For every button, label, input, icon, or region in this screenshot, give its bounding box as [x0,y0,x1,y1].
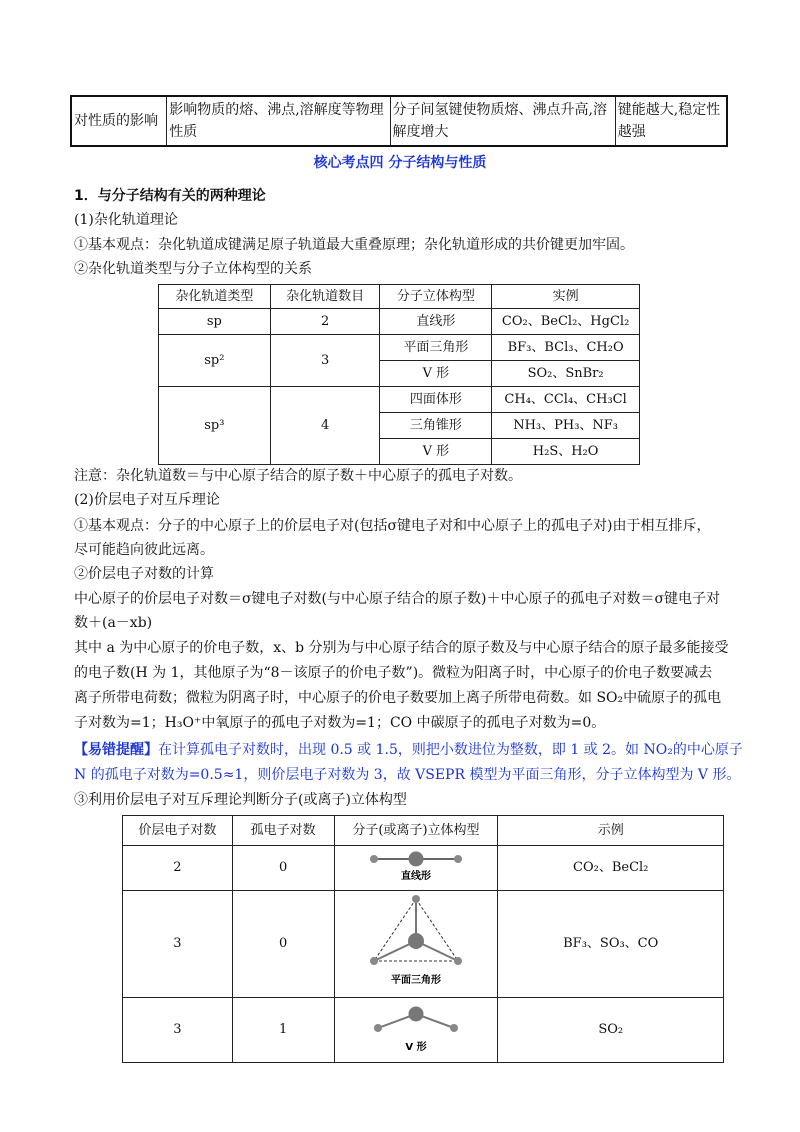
paragraph-6a: 其中 a 为中心原子的价电子数，x、b 分别为与中心原子结合的原子数及与中心原子结合的原子最多能接受 [74,640,729,656]
top-table-c3: 分子间氢键使物质熔、沸点升高,溶解度增大 [390,96,615,146]
section-title: 核心考点四 分子结构与性质 [313,155,487,171]
hybrid-num: 4 [270,387,380,465]
top-table-c4: 键能越大,稳定性越强 [615,96,727,146]
paragraph-1: ①基本观点：杂化轨道成键满足原子轨道最大重叠原理；杂化轨道形成的共价键更加牢固。 [74,237,634,253]
vsepr-table [122,815,724,1063]
vsepr-header: 价层电子对数 [123,816,233,846]
bent-molecule-diagram [356,1000,476,1054]
vsepr-shape-cell [334,891,498,998]
note: 注意：杂化轨道数＝与中心原子结合的原子数＋中心原子的孤电子对数。 [74,468,522,484]
hybrid-table [158,284,640,465]
hybrid-num: 2 [270,309,380,335]
paragraph-6b: 的电子数(H 为 1，其他原子为“8－该原子的价电子数”)。微粒为阳离子时，中心原子的价电子数要减去 [74,665,713,681]
paragraph-7: ③利用价层电子对互斥理论判断分子(或离子)立体构型 [74,792,407,808]
hybrid-example: BF₃、BCl₃、CH₂O [492,335,640,361]
sub-heading-2: (2)价层电子对互斥理论 [74,492,220,508]
vsepr-lone: 1 [232,998,334,1063]
hybrid-header: 杂化轨道数目 [270,285,380,309]
tip-text-b: N 的孤电子对数为=0.5≈1，则价层电子对数为 3，故 VSEPR 模型为平面三角形，分子立体构型为 V 形。 [74,767,741,783]
hybrid-shape: 平面三角形 [380,335,492,361]
vsepr-pairs: 3 [123,891,233,998]
vsepr-example: CO₂、BeCl₂ [498,846,724,891]
paragraph-6c: 离子所带电荷数；微粒为阴离子时，中心原子的价电子数要加上离子所带电荷数。如 SO₂中硫原子的孤电 [74,690,722,706]
tip-text-a: 在计算孤电子对数时，出现 0.5 或 1.5，则把小数进位为整数，即 1 或 2。如 NO₂的中心原子 [158,742,743,758]
vsepr-example: SO₂ [498,998,724,1063]
hybrid-example: CH₄、CCl₄、CH₃Cl [492,387,640,413]
paragraph-6d: 子对数为=1；H₃O⁺中氧原子的孤电子对数为=1；CO 中碳原子的孤电子对数为=0。 [74,715,606,731]
hybrid-example: H₂S、H₂O [492,439,640,465]
vsepr-shape-cell [334,846,498,891]
vsepr-header: 示例 [498,816,724,846]
hybrid-example: CO₂、BeCl₂、HgCl₂ [492,309,640,335]
hybrid-header: 分子立体构型 [380,285,492,309]
sub-heading-1: (1)杂化轨道理论 [74,212,178,228]
paragraph-2: ②杂化轨道类型与分子立体构型的关系 [74,261,312,277]
paragraph-5a: 中心原子的价层电子对数＝σ键电子对数(与中心原子结合的原子数)＋中心原子的孤电子对数＝σ键电子对 [74,591,721,607]
hybrid-shape: 直线形 [380,309,492,335]
vsepr-pairs: 3 [123,998,233,1063]
vsepr-header: 分子(或离子)立体构型 [334,816,498,846]
heading-1: 1．与分子结构有关的两种理论 [74,188,266,204]
hybrid-type: sp [159,309,271,335]
vsepr-lone: 0 [232,846,334,891]
trigonal-planar-diagram [356,893,476,989]
hybrid-shape: V 形 [380,361,492,387]
top-table [70,95,728,147]
hybrid-example: NH₃、PH₃、NF₃ [492,413,640,439]
vsepr-shape-cell [334,998,498,1063]
vsepr-header: 孤电子对数 [232,816,334,846]
shape-label: 直线形 [400,871,431,882]
hybrid-type: sp² [159,335,271,387]
paragraph-4: ②价层电子对数的计算 [74,566,214,582]
vsepr-pairs: 2 [123,846,233,891]
linear-molecule-diagram [356,848,476,882]
hybrid-shape: 四面体形 [380,387,492,413]
vsepr-example: BF₃、SO₃、CO [498,891,724,998]
vsepr-lone: 0 [232,891,334,998]
paragraph-5b: 数＋(a－xb) [74,615,153,631]
hybrid-num: 3 [270,335,380,387]
top-table-c1: 对性质的影响 [71,96,167,146]
shape-label: V 形 [405,1042,427,1053]
hybrid-header: 杂化轨道类型 [159,285,271,309]
top-table-c2: 影响物质的熔、沸点,溶解度等物理性质 [167,96,390,146]
hybrid-header: 实例 [492,285,640,309]
paragraph-3a: ①基本观点：分子的中心原子上的价层电子对(包括σ键电子对和中心原子上的孤电子对)由于相互排斥， [74,518,711,534]
paragraph-3b: 尽可能趋向彼此远离。 [74,542,214,558]
hybrid-type: sp³ [159,387,271,465]
tip-label: 【易错提醒】 [74,742,158,758]
tip-line-a [74,740,743,760]
hybrid-shape: V 形 [380,439,492,465]
hybrid-shape: 三角锥形 [380,413,492,439]
hybrid-example: SO₂、SnBr₂ [492,361,640,387]
shape-label: 平面三角形 [390,975,441,986]
